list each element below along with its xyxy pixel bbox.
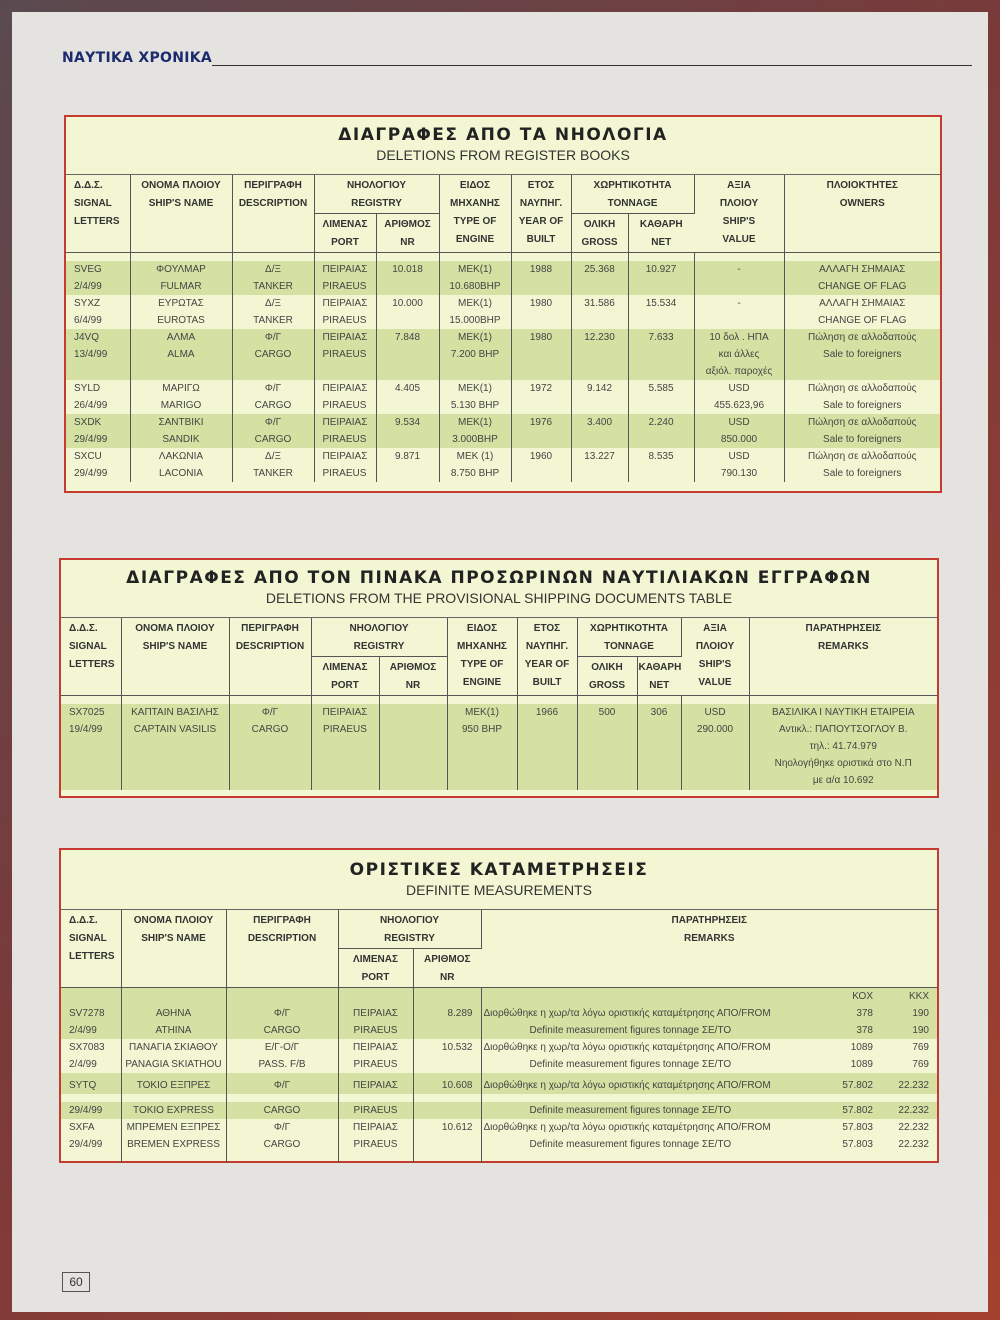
provisional-subtitle: DELETIONS FROM THE PROVISIONAL SHIPPING DOCUMENTS TABLE bbox=[61, 590, 937, 618]
header-rule bbox=[212, 65, 972, 66]
col-name: ΟΝΟΜΑ ΠΛΟΙΟΥ SHIP'S NAME bbox=[130, 175, 232, 253]
col-engine: ΕΙΔΟΣ ΜΗΧΑΝΗΣ TYPE OF ENGINE bbox=[447, 618, 517, 696]
col-registry: ΝΗΟΛΟΓΙΟΥ REGISTRY bbox=[314, 175, 439, 214]
col-net: ΚΑΘΑΡΗ NET bbox=[637, 657, 681, 696]
col-gross: ΟΛΙΚΗ GROSS bbox=[577, 657, 637, 696]
table-row: SVEG 2/4/99 ΦΟΥΛΜΑΡ FULMAR Δ/Ξ TANKER ΠΕΙΡΑΙΑΣ PIRAEUS 10.018 ΜΕΚ(1) 10.680BHP 1988 25.368 10.927 - ΑΛΛΑΓΗ ΣΗΜΑΙΑΣ CHANGE OF FLAG bbox=[66, 261, 940, 295]
measurements-table bbox=[61, 910, 937, 1163]
table-row: SXFA 29/4/99 ΜΠΡΕΜΕΝ ΕΞΠΡΕΣ BREMEN EXPRESS Φ/Γ CARGO ΠΕΙΡΑΙΑΣ PIRAEUS 10.612 Διορθώθηκε η χωρ/τα λόγω οριστικής καταμέτρησης ΑΠΟ/FROM 57.803 22.232 Definite measurement figures tonnage ΣΕ/ΤΟ 57.803 22.232 bbox=[61, 1119, 937, 1163]
col-port: ΛΙΜΕΝΑΣ PORT bbox=[338, 949, 413, 988]
deletions-table bbox=[66, 175, 940, 482]
table-row: 29/4/99 TOKIO EXPRESS CARGO PIRAEUS Definite measurement figures tonnage ΣΕ/ΤΟ 57.802 22.232 bbox=[61, 1102, 937, 1119]
measurements-title: ΟΡΙΣΤΙΚΕΣ ΚΑΤΑΜΕΤΡΗΣΕΙΣ bbox=[349, 860, 649, 880]
deletions-panel bbox=[64, 115, 942, 493]
table-row: SYXZ 6/4/99 ΕΥΡΩΤΑΣ EUROTAS Δ/Ξ TANKER ΠΕΙΡΑΙΑΣ PIRAEUS 10.000 ΜΕΚ(1) 15.000BHP 1980 31.586 15.534 - ΑΛΛΑΓΗ ΣΗΜΑΙΑΣ CHANGE OF FLAG bbox=[66, 295, 940, 329]
provisional-panel bbox=[59, 558, 939, 798]
col-name: ΟΝΟΜΑ ΠΛΟΙΟΥ SHIP'S NAME bbox=[121, 618, 229, 696]
measurements-subtitle: DEFINITE MEASUREMENTS bbox=[61, 882, 937, 910]
page-number: 60 bbox=[62, 1272, 90, 1292]
table-row: SXDK 29/4/99 ΣΑΝΤΒΙΚΙ SANDIK Φ/Γ CARGO ΠΕΙΡΑΙΑΣ PIRAEUS 9.534 ΜΕΚ(1) 3.000BHP 1976 3.400 2.240 USD 850.000 Πώληση σε αλλοδαπούς Sale to foreigners bbox=[66, 414, 940, 448]
col-value: ΑΞΙΑ ΠΛΟΙΟΥ SHIP'S VALUE bbox=[694, 175, 784, 253]
deletions-subtitle: DELETIONS FROM REGISTER BOOKS bbox=[66, 147, 940, 175]
magazine-title: ΝΑΥΤΙΚΑ ΧΡΟΝΙΚΑ bbox=[62, 50, 213, 66]
table-row: SX7025 19/4/99 ΚΑΠΤΑΙΝ ΒΑΣΙΛΗΣ CAPTAIN VASILIS Φ/Γ CARGO ΠΕΙΡΑΙΑΣ PIRAEUS ΜΕΚ(1) 950 BHP 1966 500 306 USD 290.000 ΒΑΣΙΛΙΚΑ Ι ΝΑΥΤΙΚΗ ΕΤΑΙΡΕΙΑ Αντικλ.: ΠΑΠΟΥΤΣΟΓΛΟΥ Β. τηλ.: 41.74.979 Νηολογήθηκε οριστικά στο Ν.Π με α/α 10.692 bbox=[61, 704, 937, 790]
table-row: SXCU 29/4/99 ΛΑΚΩΝΙΑ LACONIA Δ/Ξ TANKER ΠΕΙΡΑΙΑΣ PIRAEUS 9.871 ΜΕΚ (1) 8.750 BHP 1960 13.227 8.535 USD 790.130 Πώληση σε αλλοδαπούς Sale to foreigners bbox=[66, 448, 940, 482]
kox-header-row: ΚΟΧ ΚΚΧ bbox=[61, 988, 937, 1006]
table-row: SX7083 2/4/99 ΠΑΝΑΓΙΑ ΣΚΙΑΘΟΥ PANAGIA SKIATHOU Ε/Γ-Ο/Γ PASS. F/B ΠΕΙΡΑΙΑΣ PIRAEUS 10.532 Διορθώθηκε η χωρ/τα λόγω οριστικής καταμέτρησης ΑΠΟ/FROM 1089 769 Definite measurement figures tonnage ΣΕ/ΤΟ 1089 769 bbox=[61, 1039, 937, 1073]
col-remarks: ΠΑΡΑΤΗΡΗΣΕΙΣ REMARKS bbox=[481, 910, 937, 988]
col-nr: ΑΡΙΘΜΟΣ NR bbox=[376, 214, 439, 253]
col-port: ΛΙΜΕΝΑΣ PORT bbox=[314, 214, 376, 253]
col-description: ΠΕΡΙΓΡΑΦΗ DESCRIPTION bbox=[226, 910, 338, 988]
measurements-panel bbox=[59, 848, 939, 1163]
col-signal: Δ.Δ.Σ. SIGNAL LETTERS bbox=[66, 175, 130, 253]
col-tonnage: ΧΩΡΗΤΙΚΟΤΗΤΑ TONNAGE bbox=[577, 618, 681, 657]
col-engine: ΕΙΔΟΣ ΜΗΧΑΝΗΣ TYPE OF ENGINE bbox=[439, 175, 511, 253]
col-name: ΟΝΟΜΑ ΠΛΟΙΟΥ SHIP'S NAME bbox=[121, 910, 226, 988]
provisional-table bbox=[61, 618, 937, 790]
col-registry: ΝΗΟΛΟΓΙΟΥ REGISTRY bbox=[338, 910, 481, 949]
col-net: ΚΑΘΑΡΗ NET bbox=[628, 214, 694, 253]
col-signal: Δ.Δ.Σ. SIGNAL LETTERS bbox=[61, 910, 121, 988]
table-row: SYTQ ΤΟΚΙΟ ΕΞΠΡΕΣ Φ/Γ ΠΕΙΡΑΙΑΣ 10.608 Διορθώθηκε η χωρ/τα λόγω οριστικής καταμέτρησης ΑΠΟ/FROM 57.802 22.232 bbox=[61, 1073, 937, 1094]
magazine-page bbox=[12, 12, 988, 1312]
col-nr: ΑΡΙΘΜΟΣ NR bbox=[413, 949, 481, 988]
col-nr: ΑΡΙΘΜΟΣ NR bbox=[379, 657, 447, 696]
col-owners: ΠΛΟΙΟΚΤΗΤΕΣ OWNERS bbox=[784, 175, 940, 253]
col-value: ΑΞΙΑ ΠΛΟΙΟΥ SHIP'S VALUE bbox=[681, 618, 749, 696]
col-signal: Δ.Δ.Σ. SIGNAL LETTERS bbox=[61, 618, 121, 696]
col-remarks: ΠΑΡΑΤΗΡΗΣΕΙΣ REMARKS bbox=[749, 618, 937, 696]
table-row: J4VQ 13/4/99 ΑΛΜΑ ALMA Φ/Γ CARGO ΠΕΙΡΑΙΑΣ PIRAEUS 7.848 ΜΕΚ(1) 7.200 BHP 1980 12.230 7.633 10 δολ . ΗΠΑ και άλλες αξιόλ. παροχές Πώληση σε αλλοδαπούς Sale to foreigners bbox=[66, 329, 940, 380]
deletions-title: ΔΙΑΓΡΑΦΕΣ ΑΠΟ ΤΑ ΝΗΟΛΟΓΙΑ bbox=[338, 125, 668, 145]
col-year: ΕΤΟΣ ΝΑΥΠΗΓ. YEAR OF BUILT bbox=[517, 618, 577, 696]
col-description: ΠΕΡΙΓΡΑΦΗ DESCRIPTION bbox=[232, 175, 314, 253]
table-row: SV7278 2/4/99 ΑΘΗΝΑ ATHINA Φ/Γ CARGO ΠΕΙΡΑΙΑΣ PIRAEUS 8.289 Διορθώθηκε η χωρ/τα λόγω οριστικής καταμέτρησης ΑΠΟ/FROM 378 190 Definite measurement figures tonnage ΣΕ/ΤΟ 378 190 bbox=[61, 1005, 937, 1039]
col-year: ΕΤΟΣ ΝΑΥΠΗΓ. YEAR OF BUILT bbox=[511, 175, 571, 253]
col-description: ΠΕΡΙΓΡΑΦΗ DESCRIPTION bbox=[229, 618, 311, 696]
col-registry: ΝΗΟΛΟΓΙΟΥ REGISTRY bbox=[311, 618, 447, 657]
col-tonnage: ΧΩΡΗΤΙΚΟΤΗΤΑ TONNAGE bbox=[571, 175, 694, 214]
col-port: ΛΙΜΕΝΑΣ PORT bbox=[311, 657, 379, 696]
table-row: SYLD 26/4/99 ΜΑΡΙΓΩ MARIGO Φ/Γ CARGO ΠΕΙΡΑΙΑΣ PIRAEUS 4.405 ΜΕΚ(1) 5.130 BHP 1972 9.142 5.585 USD 455.623,96 Πώληση σε αλλοδαπούς Sale to foreigners bbox=[66, 380, 940, 414]
provisional-title: ΔΙΑΓΡΑΦΕΣ ΑΠΟ ΤΟΝ ΠΙΝΑΚΑ ΠΡΟΣΩΡΙΝΩΝ ΝΑΥΤΙΛΙΑΚΩΝ ΕΓΓΡΑΦΩΝ bbox=[126, 568, 872, 588]
col-gross: ΟΛΙΚΗ GROSS bbox=[571, 214, 628, 253]
